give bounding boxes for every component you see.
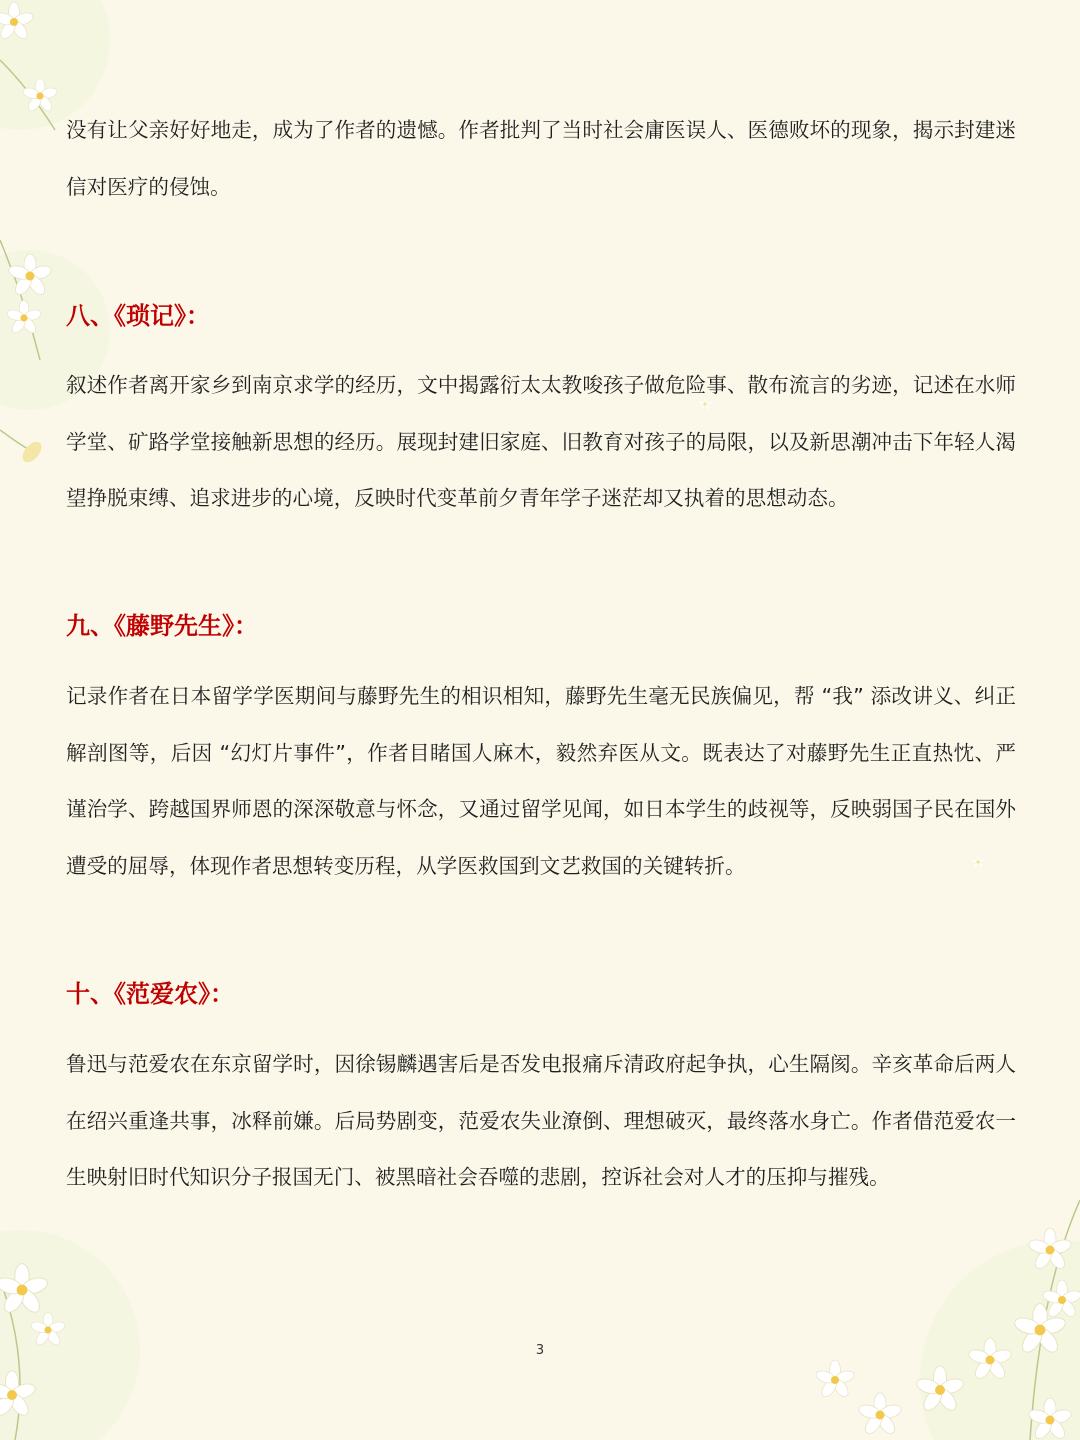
page-number: 3 <box>535 1343 545 1358</box>
section-heading-fanainong: 十、《范爱农》： <box>66 980 234 1008</box>
section-heading-tengye: 九、《藤野先生》： <box>66 612 258 640</box>
section-body-tengye: 记录作者在日本留学学医期间与藤野先生的相识相知，藤野先生毫无民族偏见，帮 “我” 添改讲义、纠正解剖图等，后因 “幻灯片事件”，作者目睹国人麻木，毅然弃医从文。既表达了对藤野先生正直热忱、严谨治学、跨越国界师恩的深深敬意与怀念，又通过留学见闻，如日本学生的歧视等，反映弱国子民在国外遭受的屈辱，体现作者思想转变历程，从学医救国到文艺救国的关键转折。 <box>66 684 1016 878</box>
intro-paragraph: 没有让父亲好好地走，成为了作者的遗憾。作者批判了当时社会庸医误人、医德败坏的现象，揭示封建迷信对医疗的侵蚀。 <box>66 118 1016 199</box>
section-body-suoji: 叙述作者离开家乡到南京求学的经历，文中揭露衍太太教唆孩子做危险事、散布流言的劣迹，记述在水师学堂、矿路学堂接触新思想的经历。展现封建旧家庭、旧教育对孩子的局限，以及新思潮冲击下年轻人渴望挣脱束缚、追求进步的心境，反映时代变革前夕青年学子迷茫却又执着的思想动态。 <box>66 373 1016 510</box>
section-heading-suoji: 八、《琐记》： <box>66 302 210 330</box>
section-body-fanainong: 鲁迅与范爱农在东京留学时，因徐锡麟遇害后是否发电报痛斥清政府起争执，心生隔阂。辛亥革命后两人在绍兴重逢共事，冰释前嫌。后局势剧变，范爱农失业潦倒、理想破灭，最终落水身亡。作者借范爱农一生映射旧时代知识分子报国无门、被黑暗社会吞噬的悲剧，控诉社会对人才的压抑与摧残。 <box>66 1052 1016 1189</box>
